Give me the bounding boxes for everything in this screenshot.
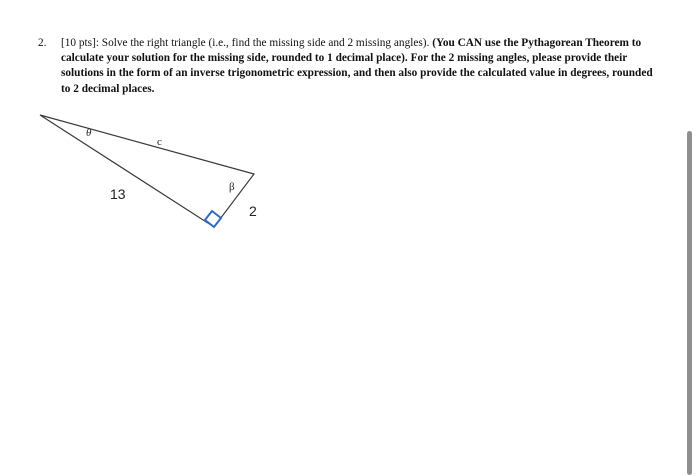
hypotenuse-label: c	[157, 136, 162, 148]
long-leg-label: 13	[110, 186, 126, 202]
vertical-scrollbar[interactable]	[687, 131, 692, 475]
problem-instructions: (You CAN use the Pythagorean Theorem to calculate your solution for the missing side, rounded to 1 decimal place). For the 2 missing angles, please provide their solutions in the form of an inverse trigonometric expression, and then also provide the calculated value in degrees, rounded to 2 decimal places.	[61, 37, 653, 95]
right-angle-marker	[205, 211, 221, 227]
problem-intro: [10 pts]: Solve the right triangle (i.e., find the missing side and 2 missing angles).	[61, 37, 430, 49]
angle-beta-label: β	[229, 181, 235, 193]
short-leg-label: 2	[249, 203, 257, 219]
triangle-outline	[40, 115, 254, 227]
angle-theta-label: θ	[86, 127, 92, 139]
problem-number: 2.	[38, 37, 47, 49]
